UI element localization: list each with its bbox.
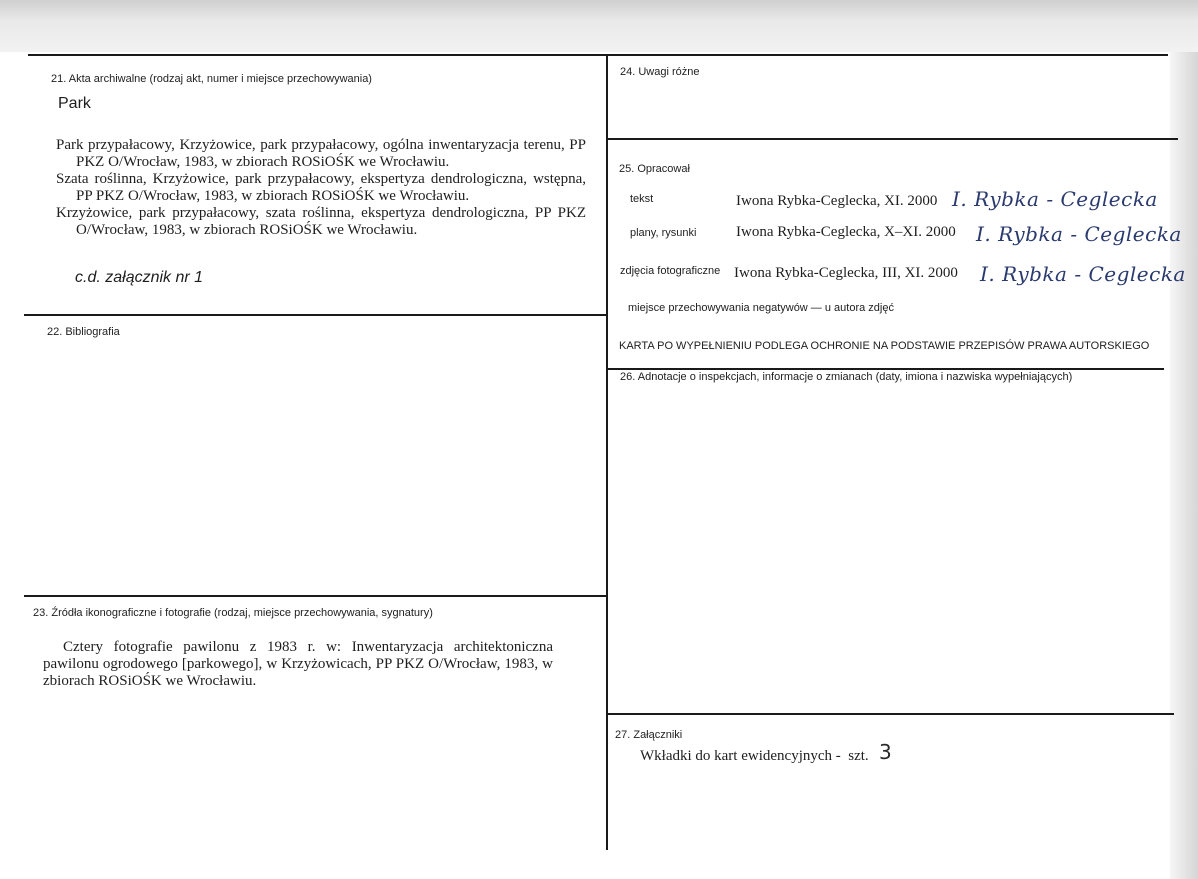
divider-22-23 (24, 595, 608, 597)
section-23-text: Cztery fotografie pawilonu z 1983 r. w: Inwentaryzacja architektoniczna pawilonu ogrodowego [parkowego], w Krzyżowicach, PP PKZ O/Wrocław, 1983, w zbiorach ROSiOŚK we Wrocławiu. (43, 639, 553, 689)
scan-top-edge (0, 0, 1198, 52)
negatives-location: miejsce przechowywania negatywów — u autora zdjęć (628, 302, 894, 314)
section-25-label: 25. Opracował (619, 163, 690, 175)
signature-plans: I. Rybka - Ceglecka (976, 222, 1182, 246)
signature-photos: I. Rybka - Ceglecka (980, 262, 1186, 286)
divider-21-22 (24, 314, 608, 316)
author-row-plans-value: Iwona Rybka-Ceglecka, X–XI. 2000 (736, 224, 956, 240)
center-divider-line (606, 54, 608, 850)
author-row-photos-value: Iwona Rybka-Ceglecka, III, XI. 2000 (734, 265, 958, 281)
section-21-heading: Park (58, 95, 91, 112)
section-21-entries (56, 137, 586, 239)
author-row-text-value: Iwona Rybka-Ceglecka, XI. 2000 (736, 193, 938, 209)
author-row-plans-label: plany, rysunki (630, 227, 697, 239)
section-22-label: 22. Bibliografia (47, 326, 120, 338)
divider-24-25 (606, 138, 1178, 140)
archive-entry: Szata roślinna, Krzyżowice, park przypałacowy, ekspertyza dendrologiczna, wstępna, PP PKZ O/Wrocław, 1983, w zbiorach ROSiOŚK we Wrocławiu. (56, 171, 586, 204)
section-26-label: 26. Adnotacje o inspekcjach, informacje o zmianach (daty, imiona i nazwiska wypełniających) (620, 371, 1073, 383)
scan-right-edge (1170, 52, 1198, 879)
archive-entry: Park przypałacowy, Krzyżowice, park przypałacowy, ogólna inwentaryzacja terenu, PP PKZ O/Wrocław, 1983, w zbiorach ROSiOŚK we Wrocławiu. (56, 137, 586, 170)
author-row-photos-label: zdjęcia fotograficzne (620, 265, 721, 277)
copyright-notice: KARTA PO WYPEŁNIENIU PODLEGA OCHRONIE NA PODSTAWIE PRZEPISÓW PRAWA AUTORSKIEGO (619, 340, 1150, 352)
divider-25-26 (606, 368, 1164, 370)
attachments-count: 3 (879, 740, 892, 764)
section-23-label: 23. Źródła ikonograficzne i fotografie (rodzaj, miejsce przechowywania, sygnatury) (33, 607, 433, 619)
continuation-note: c.d. załącznik nr 1 (75, 269, 204, 286)
section-27-label: 27. Załączniki (615, 729, 683, 741)
attachments-text: Wkładki do kart ewidencyjnych - szt. (640, 748, 869, 764)
archive-entry: Krzyżowice, park przypałacowy, szata roślinna, ekspertyza dendrologiczna, PP PKZ O/Wrocław, 1983, w zbiorach ROSiOŚK we Wrocławiu. (56, 205, 586, 238)
author-row-text-label: tekst (630, 193, 654, 205)
top-border-line (28, 54, 1168, 56)
section-24-label: 24. Uwagi różne (620, 66, 700, 78)
section-21-label: 21. Akta archiwalne (rodzaj akt, numer i miejsce przechowywania) (51, 73, 372, 85)
signature-text: I. Rybka - Ceglecka (952, 187, 1158, 211)
divider-26-27 (606, 713, 1174, 715)
